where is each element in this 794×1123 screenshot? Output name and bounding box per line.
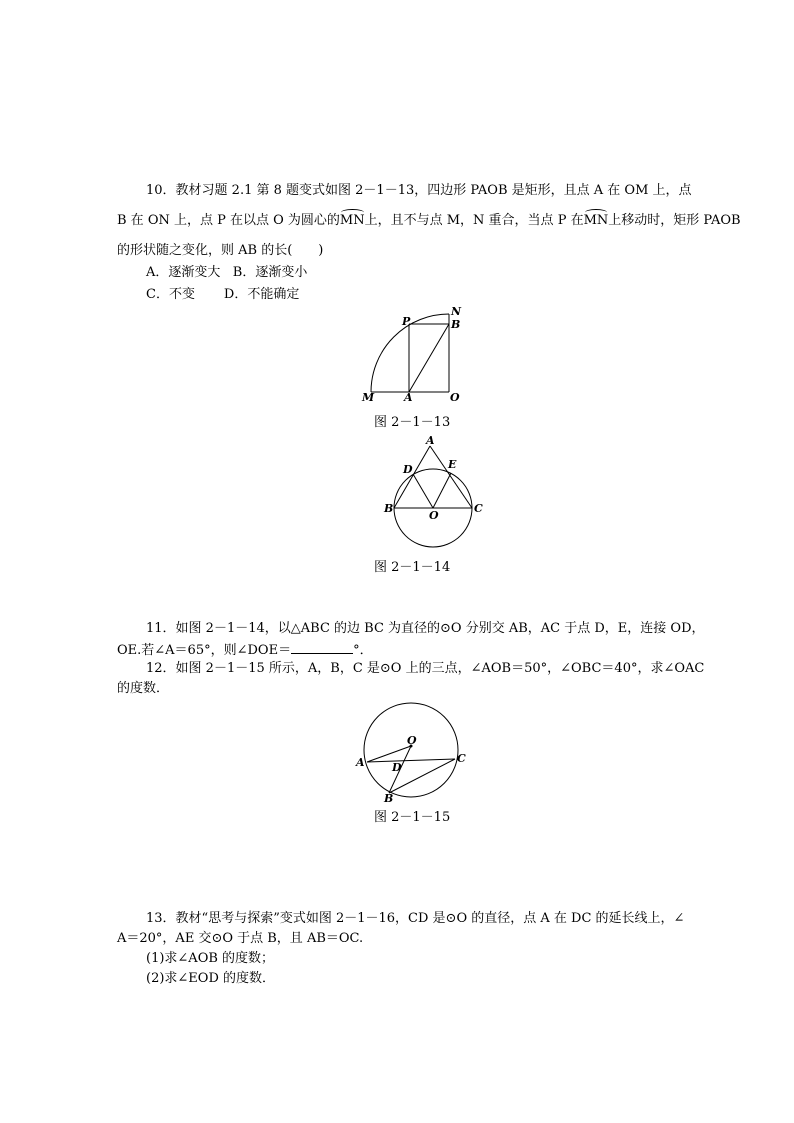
option-a: A．逐渐变大 [146,265,221,280]
fig14-caption: 图 2－1－14 [374,560,451,575]
fig13-label-n: N [451,305,462,318]
q10-line1: 10．教材习题 2.1 第 8 题变式如图 2－1－13，四边形 PAOB 是矩形，且点 A 在 OM 上，点 [146,183,692,198]
q11-line1: 11．如图 2－1－14，以△ABC 的边 BC 为直径的⊙O 分别交 AB，AC 于点 D，E，连接 OD， [146,621,705,636]
option-d: D．不能确定 [223,287,300,302]
arc-mn-2: MN [583,213,609,228]
q10-line2-part1: B 在 ON 上，点 P 在以点 O 为圆心的 [117,213,340,228]
q10-line2-part2: 上，且不与点 M，N 重合，当点 P 在 [364,213,584,228]
arc-mn-1: MN [339,213,365,228]
fig13-label-m: M [362,391,375,404]
q13-line1: 13．教材“思考与探索”变式如图 2－1－16，CD 是⊙O 的直径，点 A 在 DC 的延长线上，∠ [146,911,685,926]
q12-line1: 12．如图 2－1－15 所示，A，B，C 是⊙O 上的三点，∠AOB＝50°，∠OBC＝40°，求∠OAC [146,661,705,676]
q13-line2: A＝20°，AE 交⊙O 于点 B，且 AB＝OC. [117,931,364,946]
fig15-label-o: O [407,734,417,747]
q10-line3: 的形状随之变化，则 AB 的长( ) [117,243,324,258]
fig14-line-ab [394,446,430,508]
fig15-label-b: B [384,792,394,805]
q13-sub1: (1)求∠AOB 的度数； [146,951,275,966]
fig14-label-d: D [403,463,413,476]
fig14-line-oe [433,473,451,508]
answer-blank [291,640,353,654]
fig13-caption: 图 2－1－13 [374,415,451,430]
option-c: C．不变 [146,287,195,302]
fig13-label-b: B [451,318,461,331]
fig14-line-od [413,474,433,508]
fig14-line-ac [430,446,472,508]
fig15-line-ac [367,759,455,762]
fig14-label-a: A [426,434,435,447]
option-b: B．逐渐变小 [232,265,308,280]
q11-line2-text: OE.若∠A＝65°，则∠DOE＝ [117,643,292,658]
fig15-caption: 图 2－1－15 [374,810,451,825]
fig13-label-a: A [404,391,413,404]
q13-sub2: (2)求∠EOD 的度数． [146,971,276,986]
fig15-label-a: A [356,756,365,769]
fig14-label-e: E [448,458,457,471]
fig13-label-o: O [450,391,460,404]
fig15-label-d: D [392,761,402,774]
q11-line2 [117,640,373,660]
fig14-label-b: B [384,502,394,515]
fig15-circle [364,703,458,797]
fig13-label-p: P [402,315,411,328]
fig14-label-c: C [474,502,483,515]
q12-line2: 的度数． [117,681,170,696]
q10-line2-part3: 上移动时，矩形 PAOB [608,213,741,228]
fig15-label-c: C [457,752,466,765]
fig14-label-o: O [429,509,439,522]
q11-line2-unit: °． [353,643,373,658]
fig13-line-ab [409,324,449,392]
